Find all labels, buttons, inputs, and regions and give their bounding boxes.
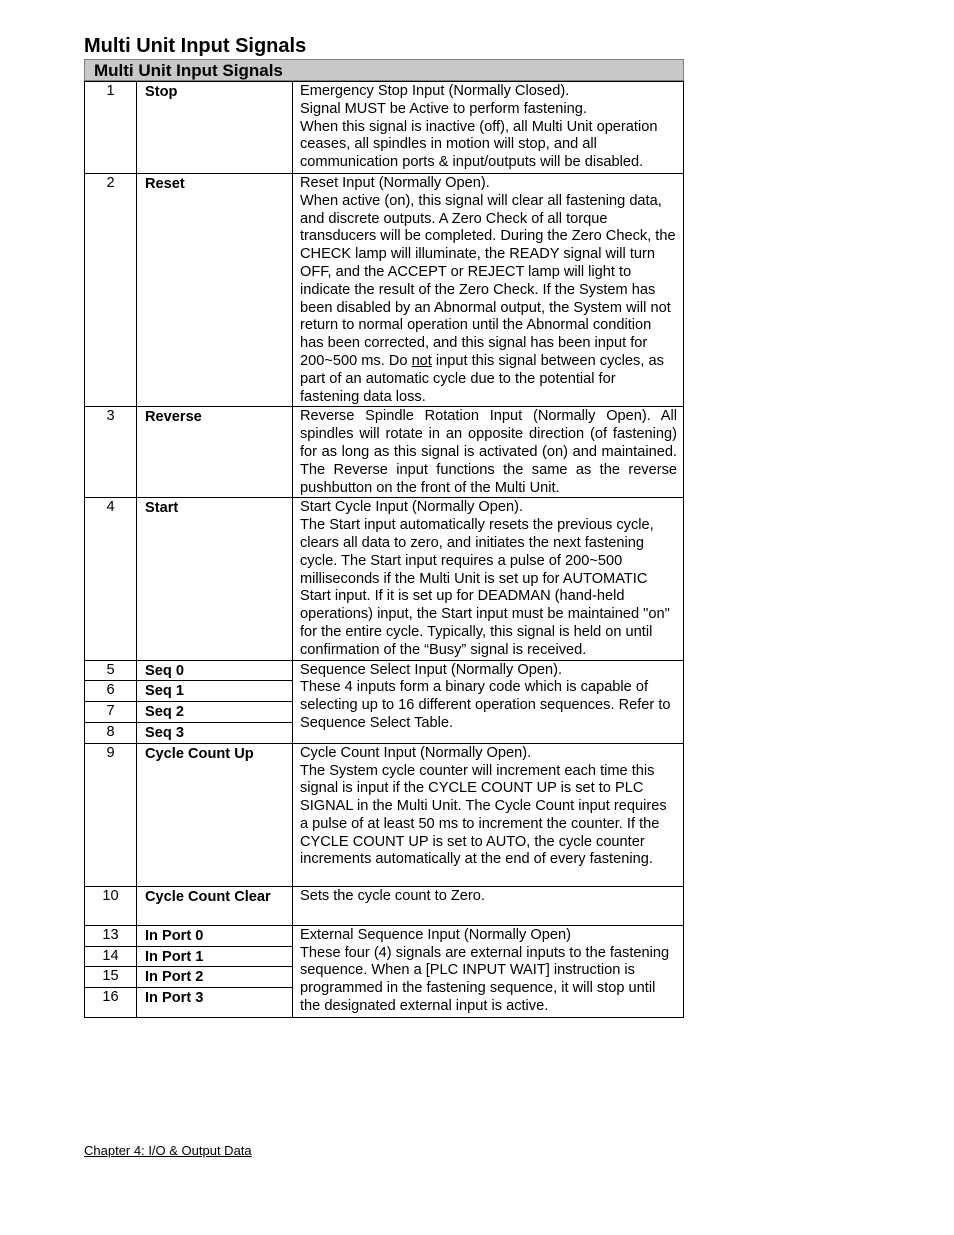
description-line xyxy=(300,193,677,407)
description-line: These four (4) signals are external inputs to the fastening sequence. When a [PLC INPUT WAIT] instruction is programmed in the fastening sequence, it will stop until the designated external input is active. xyxy=(300,944,670,1014)
signal-number: 4 xyxy=(85,498,137,660)
signal-number: 9 xyxy=(85,743,137,886)
description-line: When this signal is inactive (off), all Multi Unit operation ceases, all spindles in motion will stop, and all communication ports & input/outputs will be disabled. xyxy=(300,118,658,171)
description-line: These 4 inputs form a binary code which is capable of selecting up to 16 different operation sequences. Refer to Sequence Select Table. xyxy=(300,679,671,731)
description-line: Cycle Count Input (Normally Open). xyxy=(300,744,532,761)
signal-name: Start xyxy=(137,498,293,660)
signal-number: 7 xyxy=(85,702,137,723)
table-row xyxy=(85,925,684,946)
description-line: Sets the cycle count to Zero. xyxy=(300,887,485,904)
table-row xyxy=(85,82,684,174)
underlined-word: not xyxy=(411,352,432,369)
page-footer: Chapter 4: I/O & Output Data xyxy=(84,1143,252,1158)
signal-name: In Port 0 xyxy=(137,925,293,946)
description-line: Reverse Spindle Rotation Input (Normally Open). All spindles will rotate in an opposite direction (of fastening) for as long as this signal is activated (on) and maintained. The Reverse input functions the same as the reverse pushbutton on the front of the Multi Unit. xyxy=(300,408,677,496)
signal-number: 13 xyxy=(85,925,137,946)
signal-number: 8 xyxy=(85,722,137,743)
description-line: Start Cycle Input (Normally Open). xyxy=(300,499,524,516)
signal-name: Seq 2 xyxy=(137,702,293,723)
signal-description xyxy=(293,886,684,925)
signal-name: In Port 1 xyxy=(137,946,293,967)
table-row xyxy=(85,886,684,925)
signal-description xyxy=(293,660,684,743)
signal-number: 5 xyxy=(85,660,137,681)
input-signals-table xyxy=(84,81,684,1018)
description-text: input this signal between cycles, as part of an automatic cycle due to the potential for fastening data loss. xyxy=(300,352,664,405)
signal-name: Seq 3 xyxy=(137,722,293,743)
signal-name: In Port 2 xyxy=(137,967,293,988)
signal-name: Cycle Count Clear xyxy=(137,886,293,925)
signal-number: 2 xyxy=(85,174,137,407)
description-line: The System cycle counter will increment each time this signal is input if the CYCLE COUNT UP is set to PLC SIGNAL in the Multi Unit. The Cycle Count input requires a pulse of at least 50 ms to increment the counter. If the CYCLE COUNT UP is set to AUTO, the cycle counter increments automatically at the end of every fastening. xyxy=(300,762,667,868)
page-title: Multi Unit Input Signals xyxy=(84,35,307,57)
signal-name: Reverse xyxy=(137,407,293,498)
description-line: External Sequence Input (Normally Open) xyxy=(300,926,571,943)
table-row xyxy=(85,660,684,681)
signal-number: 16 xyxy=(85,988,137,1018)
signal-name: Seq 0 xyxy=(137,660,293,681)
signal-description xyxy=(293,174,684,407)
signal-number: 10 xyxy=(85,886,137,925)
signal-number: 15 xyxy=(85,967,137,988)
description-line: Sequence Select Input (Normally Open). xyxy=(300,661,563,678)
signal-description xyxy=(293,925,684,1017)
signal-number: 3 xyxy=(85,407,137,498)
signal-name: Cycle Count Up xyxy=(137,743,293,886)
table-row xyxy=(85,743,684,886)
table-header: Multi Unit Input Signals xyxy=(84,59,684,81)
signal-number: 6 xyxy=(85,681,137,702)
signal-name: Seq 1 xyxy=(137,681,293,702)
signal-number: 1 xyxy=(85,82,137,174)
signal-description xyxy=(293,498,684,660)
signals-table-container xyxy=(84,59,684,1018)
signal-name: In Port 3 xyxy=(137,988,293,1018)
table-row xyxy=(85,498,684,660)
signal-description xyxy=(293,82,684,174)
description-line: Emergency Stop Input (Normally Closed). xyxy=(300,83,570,99)
signal-name: Stop xyxy=(137,82,293,174)
table-row xyxy=(85,407,684,498)
table-row xyxy=(85,174,684,407)
signal-name: Reset xyxy=(137,174,293,407)
description-text: When active (on), this signal will clear all fastening data, and discrete outputs. A Zero Check of all torque transducers will be completed. During the Zero Check, the CHECK lamp will illuminate, the READY signal will turn OFF, and the ACCEPT or REJECT lamp will light to indicate the result of the Zero Check. If the System has been disabled by an Abnormal output, the System will not return to normal operation until the Abnormal condition has been corrected, and this signal has been input for 200~500 ms. Do xyxy=(300,192,676,369)
signal-description xyxy=(293,407,684,498)
signal-description xyxy=(293,743,684,886)
signal-number: 14 xyxy=(85,946,137,967)
description-line: Signal MUST be Active to perform fastening. xyxy=(300,100,587,117)
description-line: The Start input automatically resets the previous cycle, clears all data to zero, and initiates the next fastening cycle. The Start input requires a pulse of 200~500 milliseconds if the Multi Unit is set up for AUTOMATIC Start input. If it is set up for DEADMAN (hand-held operations) input, the Start input must be maintained "on" for the entire cycle. Typically, this signal is held on until confirmation of the “Busy” signal is received. xyxy=(300,517,670,658)
description-line: Reset Input (Normally Open). xyxy=(300,175,490,191)
